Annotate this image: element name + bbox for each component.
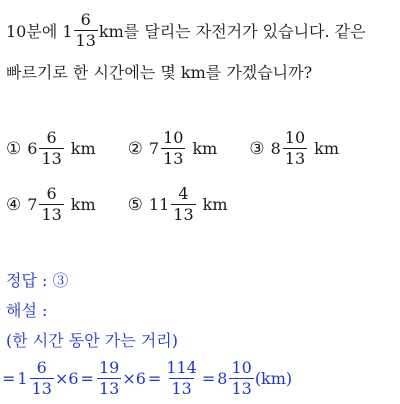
option-unit: km [192, 139, 218, 158]
formula-whole: 8 [217, 369, 228, 388]
option-3[interactable] [249, 130, 339, 167]
option-numerator: 10 [284, 128, 306, 147]
formula-numerator: 114 [166, 358, 197, 377]
question-line-1 [6, 12, 366, 49]
formula-denominator: 13 [98, 379, 120, 398]
option-whole: 11 [148, 195, 170, 214]
formula-fraction-3 [164, 360, 199, 397]
answer-line [6, 268, 68, 291]
option-unit: km [70, 195, 96, 214]
option-mark: ② [127, 138, 143, 159]
formula-fraction-1 [30, 360, 54, 397]
option-mark: ⑤ [127, 194, 143, 215]
formula-numerator: 19 [98, 358, 120, 377]
option-whole: 8 [270, 139, 281, 158]
option-unit: km [70, 139, 96, 158]
formula-denominator: 13 [171, 379, 192, 398]
option-4[interactable] [6, 186, 96, 223]
option-fraction [283, 130, 307, 167]
option-unit: km [202, 195, 228, 214]
formula-eq: = [201, 369, 216, 388]
option-denominator: 13 [163, 149, 184, 168]
option-fraction [39, 186, 63, 223]
formula-times: ×6 [54, 369, 79, 388]
option-mark: ① [6, 138, 22, 159]
formula-times: ×6 [122, 369, 146, 388]
question-text-end: km를 달리는 자전거가 있습니다. 같은 [98, 22, 366, 41]
fraction-numerator: 6 [80, 10, 91, 29]
distance-fraction [74, 12, 98, 49]
option-whole: 6 [27, 139, 38, 158]
option-denominator: 13 [284, 149, 306, 168]
fraction-denominator: 13 [75, 31, 96, 50]
option-fraction [171, 186, 195, 223]
option-1[interactable] [6, 130, 96, 167]
formula-unit: (km) [254, 369, 293, 388]
option-fraction [39, 130, 63, 167]
answer-text: 정답 : ③ [6, 271, 69, 290]
option-fraction [161, 130, 185, 167]
explanation-label-line [6, 298, 47, 321]
formula-fraction-4 [229, 360, 253, 397]
option-numerator: 6 [46, 128, 57, 147]
option-denominator: 13 [41, 205, 62, 224]
formula-line [2, 360, 292, 397]
option-denominator: 13 [173, 205, 194, 224]
formula-fraction-2 [97, 360, 121, 397]
formula-numerator: 6 [36, 358, 47, 377]
question-text-line2: 빠르기로 한 시간에는 몇 km를 가겠습니까? [6, 63, 313, 82]
option-numerator: 4 [178, 184, 189, 203]
formula-whole: 1 [17, 369, 28, 388]
question-line-2 [6, 60, 312, 83]
formula-denominator: 13 [31, 379, 52, 398]
explanation-note: (한 시간 동안 가는 거리) [6, 331, 178, 350]
option-whole: 7 [148, 139, 160, 158]
explanation-note-line [6, 328, 178, 351]
formula-eq: = [147, 369, 162, 388]
option-5[interactable] [128, 186, 228, 223]
option-whole: 7 [27, 195, 38, 214]
option-unit: km [314, 139, 340, 158]
formula-denominator: 13 [231, 379, 252, 398]
formula-eq: = [80, 369, 94, 388]
option-2[interactable] [128, 130, 218, 167]
option-numerator: 10 [163, 128, 184, 147]
option-mark: ④ [6, 194, 22, 215]
option-numerator: 6 [46, 184, 57, 203]
options-row-2 [6, 186, 228, 223]
explanation-label: 해설 : [6, 301, 48, 320]
options-row-1 [6, 130, 339, 167]
formula-eq: = [2, 369, 16, 388]
question-text-start: 10분에 1 [6, 22, 73, 41]
option-mark: ③ [249, 138, 265, 159]
formula-numerator: 10 [231, 358, 252, 377]
option-denominator: 13 [41, 149, 62, 168]
